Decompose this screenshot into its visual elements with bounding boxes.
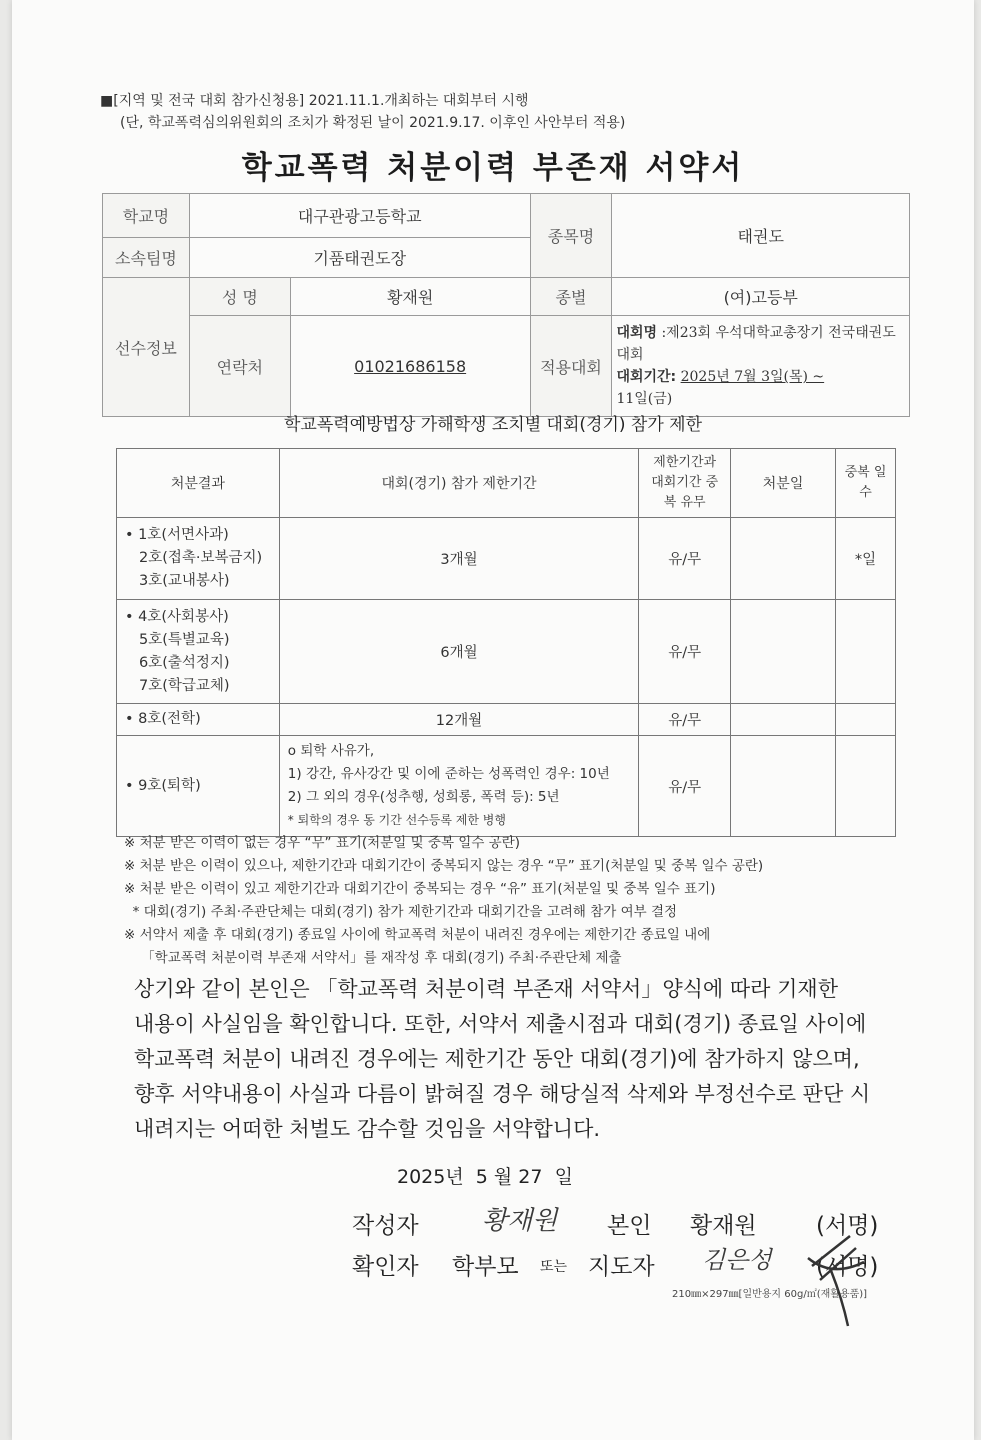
event-label: 종목명 (530, 194, 612, 278)
measure-6: 6호(출석정지) (139, 654, 230, 671)
notes (124, 832, 763, 970)
restriction-table (116, 448, 896, 837)
team-value: 기품태권도장 (189, 238, 530, 278)
signer-handwriting: 황재원 (482, 1206, 558, 1236)
result-cell: • 8호(전학) (117, 704, 280, 736)
measure-5: 5호(특별교육) (139, 631, 230, 648)
note-2: ※ 처분 받은 이력이 있으나, 제한기간과 대회기간이 중복되지 않는 경우 “무” 표기(처분일 및 중복 일수 공란) (124, 858, 764, 874)
date-cell (731, 704, 836, 736)
comp-period-value: 2025년 7월 3일(목) ~ (680, 369, 825, 385)
name-value: 황재원 (290, 278, 530, 316)
competition-label: 적용대회 (530, 316, 612, 417)
date-cell (731, 736, 836, 837)
date-cell (731, 600, 836, 704)
measure-4: • 4호(사회봉사) (125, 608, 229, 625)
signature-scribble (802, 1228, 872, 1338)
days-cell: *일 (836, 518, 896, 600)
pledge-line: 내용이 사실임을 확인합니다. 또한, 서약서 제출시점과 대회(경기) 종료일 사이에 (134, 1012, 867, 1036)
or-label: 또는 (540, 1259, 568, 1275)
col-period: 대회(경기) 참가 제한기간 (279, 449, 638, 518)
period-cell: 12개월 (279, 704, 638, 736)
school-value: 대구관광고등학교 (189, 194, 530, 238)
measure-2: 2호(접촉·보복금지) (139, 550, 263, 566)
measure-7: 7호(학급교체) (139, 677, 230, 694)
days-cell (836, 736, 896, 837)
phone-value (290, 316, 530, 417)
confirmer-sign-mark: (서명) (816, 1254, 879, 1280)
comp-period-value-2: 11일(금) (616, 391, 673, 407)
team-label: 소속팀명 (103, 238, 190, 278)
note-6: 「학교폭력 처분이력 부존재 서약서」를 재작성 후 대회(경기) 주최·주관단체 제출 (124, 950, 622, 966)
result-cell (117, 518, 280, 600)
pledge-line: 내려지는 어떠한 처벌도 감수할 것임을 서약합니다. (134, 1117, 601, 1141)
result-cell: • 9호(퇴학) (117, 736, 280, 837)
overlap-cell: 유/무 (639, 736, 731, 837)
note-4: * 대회(경기) 주최·주관단체는 대회(경기) 참가 제한기간과 대회기간을 고려해 참가 여부 결정 (124, 904, 678, 920)
pledge-date: 2025년 5 월 27 일 (397, 1166, 573, 1188)
division-label: 종별 (530, 278, 612, 316)
division-value: (여)고등부 (612, 278, 910, 316)
phone-label: 연락처 (189, 316, 290, 417)
pledge-text (134, 972, 894, 1147)
days-cell (836, 600, 896, 704)
table-row (117, 704, 896, 736)
name-label: 성 명 (189, 278, 290, 316)
expulsion-rule-1: 1) 강간, 유사강간 및 이에 준하는 성폭력인 경우: 10년 (287, 766, 610, 782)
signer-sign-mark: (서명) (816, 1213, 879, 1239)
col-date: 처분일 (731, 449, 836, 518)
header-note-2: (단, 학교폭력심의위원회의 조치가 확정된 날이 2021.9.17. 이후인 사안부터 적용) (120, 115, 626, 131)
expulsion-rule-2: 2) 그 외의 경우(성추행, 성희롱, 폭력 등): 5년 (287, 789, 560, 805)
note-1: ※ 처분 받은 이력이 없는 경우 “무” 표기(처분일 및 중복 일수 공란) (124, 835, 521, 851)
coach-handwriting: 김은성 (702, 1246, 772, 1274)
phone-number: 01021686158 (354, 356, 467, 376)
period-cell (279, 736, 638, 837)
competition-details (612, 316, 910, 417)
table-row (117, 518, 896, 600)
overlap-cell: 유/무 (639, 518, 731, 600)
period-cell: 3개월 (279, 518, 638, 600)
header-note-1: ■[지역 및 전국 대회 참가신청용] 2021.11.1.개최하는 대회부터 시행 (100, 93, 529, 109)
result-cell (117, 600, 280, 704)
event-value: 태권도 (612, 194, 910, 278)
document-title: 학교폭력 처분이력 부존재 서약서 (241, 150, 745, 186)
note-5: ※ 서약서 제출 후 대회(경기) 종료일 사이에 학교폭력 처분이 내려진 경우에는 제한기간 종료일 내에 (124, 927, 711, 943)
paper-spec: 210㎜×297㎜[일반용지 60g/㎡(재활용품)] (672, 1289, 868, 1300)
applicant-info-table (102, 193, 910, 417)
comp-period-label: 대회기간: (616, 369, 677, 385)
col-result: 처분결과 (117, 449, 280, 518)
table-row (117, 736, 896, 837)
comp-name-value: :제23회 우석대학교총장기 전국태권도대회 (616, 325, 896, 363)
school-label: 학교명 (103, 194, 190, 238)
measure-1: • 1호(서면사과) (125, 527, 229, 543)
player-info-label: 선수정보 (103, 278, 190, 417)
measure-3: 3호(교내봉사) (139, 573, 230, 589)
expulsion-reason: o 퇴학 사유가, (287, 743, 375, 759)
signer-label: 작성자 (352, 1213, 419, 1239)
overlap-cell: 유/무 (639, 600, 731, 704)
self-label: 본인 (607, 1213, 652, 1239)
expulsion-note: * 퇴학의 경우 동 기간 선수등록 제한 병행 (287, 813, 506, 827)
overlap-cell: 유/무 (639, 704, 731, 736)
pledge-line: 학교폭력 처분이 내려진 경우에는 제한기간 동안 대회(경기)에 참가하지 않으며, (134, 1047, 860, 1071)
self-name: 황재원 (690, 1213, 757, 1239)
col-days: 중복 일수 (836, 449, 896, 518)
col-overlap: 제한기간과 대회기간 중복 유무 (639, 449, 731, 518)
note-3: ※ 처분 받은 이력이 있고 제한기간과 대회기간이 중복되는 경우 “유” 표기(처분일 및 중복 일수 표기) (124, 881, 716, 897)
pledge-line: 향후 서약내용이 사실과 다름이 밝혀질 경우 해당실적 삭제와 부정선수로 판단 시 (134, 1082, 871, 1106)
document-page (12, 0, 974, 1440)
restriction-subtitle: 학교폭력예방법상 가해학생 조치별 대회(경기) 참가 제한 (284, 415, 702, 435)
days-cell (836, 704, 896, 736)
period-cell: 6개월 (279, 600, 638, 704)
confirmer-label: 확인자 (352, 1254, 419, 1280)
coach-label: 지도자 (588, 1254, 655, 1280)
parent-label: 학부모 (452, 1254, 519, 1280)
pledge-line: 상기와 같이 본인은 「학교폭력 처분이력 부존재 서약서」양식에 따라 기재한 (134, 977, 838, 1001)
date-cell (731, 518, 836, 600)
comp-name-label: 대회명 (616, 325, 658, 341)
table-row (117, 600, 896, 704)
